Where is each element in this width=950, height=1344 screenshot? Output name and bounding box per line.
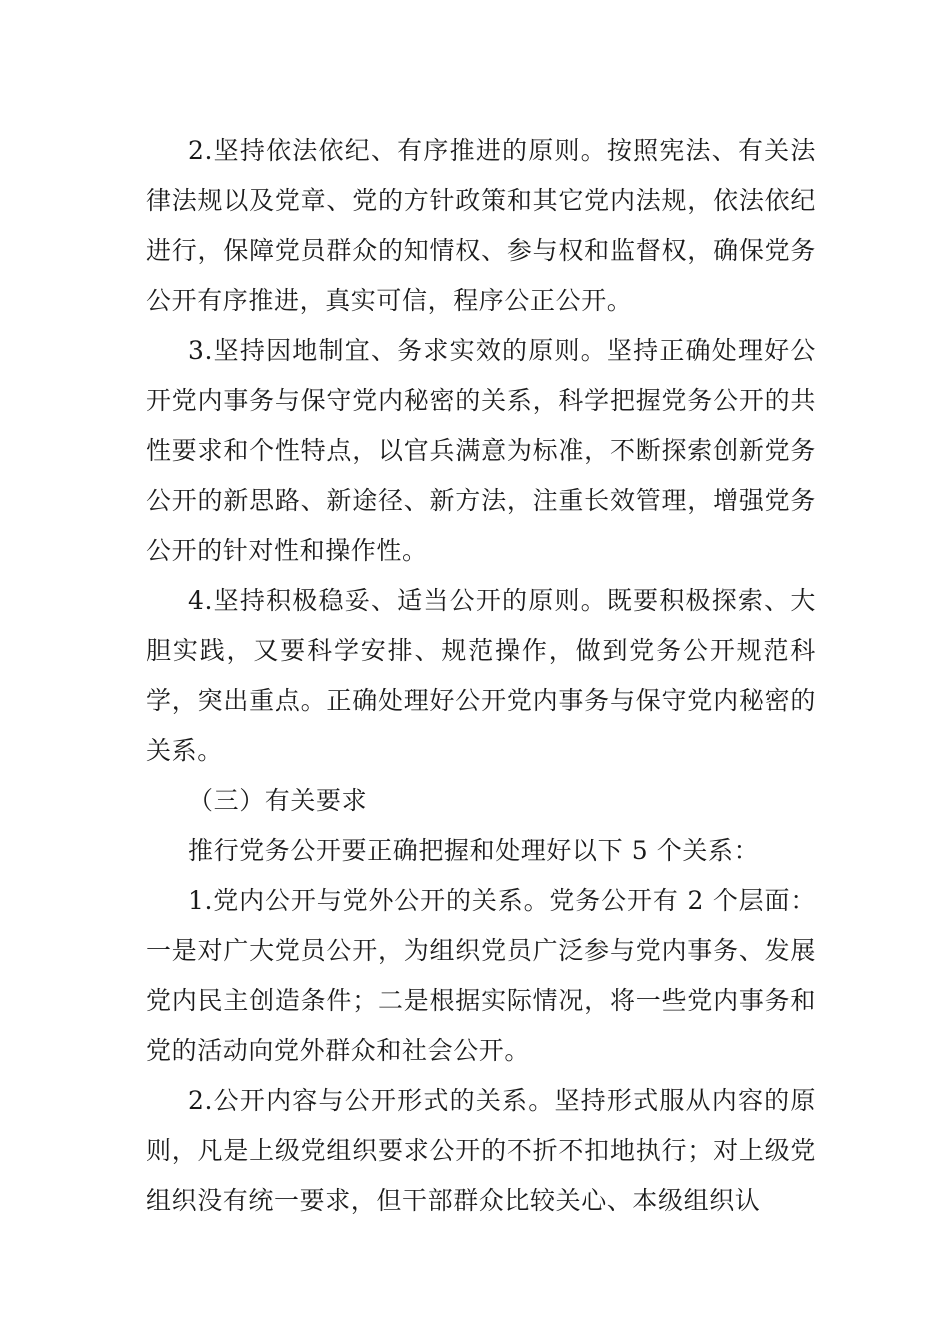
- section-heading-requirements: （三）有关要求: [188, 786, 368, 815]
- relation-1-paragraph: 1.党内公开与党外公开的关系。党务公开有 2 个层面：一是对广大党员公开，为组织党员广泛参与党内事务、发展党内民主创造条件；二是根据实际情况，将一些党内事务和党的活动向党外群众和社会公开。: [146, 886, 816, 1065]
- intro-paragraph: 推行党务公开要正确把握和处理好以下 5 个关系：: [188, 836, 760, 865]
- principle-2-paragraph: 2.坚持依法依纪、有序推进的原则。按照宪法、有关法律法规以及党章、党的方针政策和其它党内法规，依法依纪进行，保障党员群众的知情权、参与权和监督权，确保党务公开有序推进，真实可信，程序公正公开。: [146, 136, 816, 315]
- principle-3-paragraph: 3.坚持因地制宜、务求实效的原则。坚持正确处理好公开党内事务与保守党内秘密的关系，科学把握党务公开的共性要求和个性特点，以官兵满意为标准，不断探索创新党务公开的新思路、新途径、新方法，注重长效管理，增强党务公开的针对性和操作性。: [146, 336, 816, 565]
- principle-4-paragraph: 4.坚持积极稳妥、适当公开的原则。既要积极探索、大胆实践，又要科学安排、规范操作，做到党务公开规范科学，突出重点。正确处理好公开党内事务与保守党内秘密的关系。: [146, 586, 816, 765]
- relation-2-paragraph: 2.公开内容与公开形式的关系。坚持形式服从内容的原则，凡是上级党组织要求公开的不折不扣地执行；对上级党组织没有统一要求，但干部群众比较关心、本级组织认: [146, 1086, 816, 1215]
- document-page: [146, 126, 816, 1226]
